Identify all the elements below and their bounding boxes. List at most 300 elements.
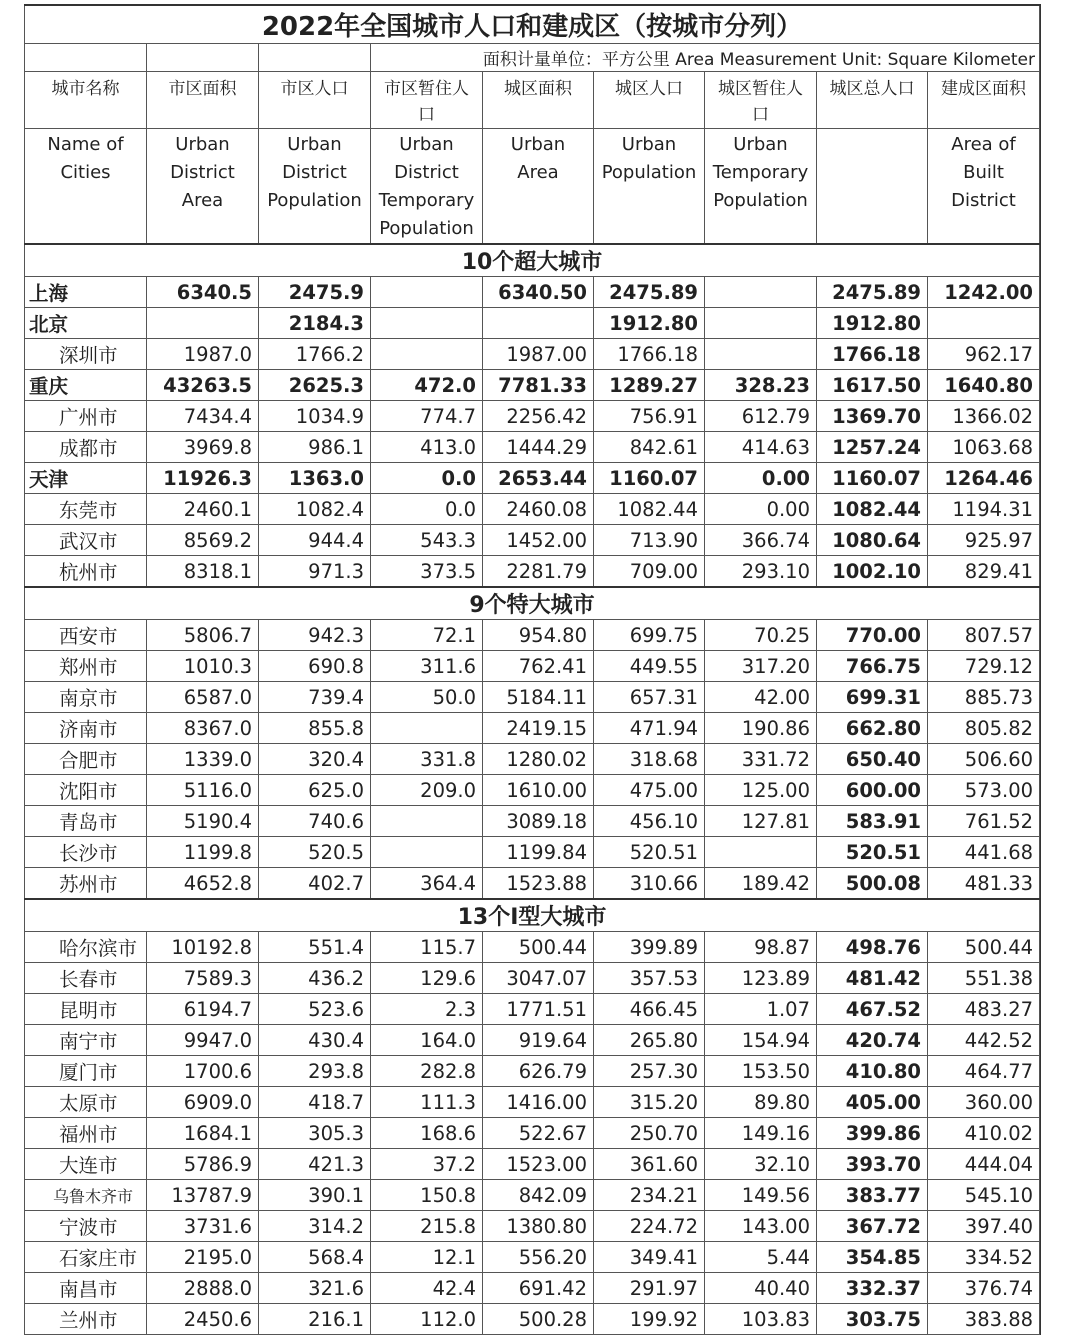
table-cell: 10192.8 — [147, 932, 259, 963]
table-cell: 2475.89 — [817, 277, 928, 308]
table-cell: 556.20 — [483, 1242, 594, 1273]
table-cell: 393.70 — [817, 1149, 928, 1180]
table-cell: 500.44 — [483, 932, 594, 963]
table-cell: 310.66 — [594, 868, 705, 900]
table-cell: 410.80 — [817, 1056, 928, 1087]
table-row — [25, 308, 1040, 339]
table-cell: 168.6 — [371, 1118, 483, 1149]
table-cell: 70.25 — [705, 620, 817, 651]
table-cell: 354.85 — [817, 1242, 928, 1273]
table-cell: 6194.7 — [147, 994, 259, 1025]
table-cell: 471.94 — [594, 713, 705, 744]
table-cell: 1640.80 — [928, 370, 1040, 401]
table-cell: 600.00 — [817, 775, 928, 806]
table-row — [25, 1304, 1040, 1335]
table-cell: 713.90 — [594, 525, 705, 556]
table-cell: 500.08 — [817, 868, 928, 900]
table-cell: 7781.33 — [483, 370, 594, 401]
table-cell: 612.79 — [705, 401, 817, 432]
table-cell: 1080.64 — [817, 525, 928, 556]
table-row — [25, 277, 1040, 308]
table-cell — [371, 806, 483, 837]
city-name: 青岛市 — [25, 806, 147, 837]
city-name: 宁波市 — [25, 1211, 147, 1242]
table-cell: 282.8 — [371, 1056, 483, 1087]
table-cell: 3047.07 — [483, 963, 594, 994]
table-cell: 123.89 — [705, 963, 817, 994]
table-cell: 215.8 — [371, 1211, 483, 1242]
table-cell: 127.81 — [705, 806, 817, 837]
table-cell: 709.00 — [594, 556, 705, 588]
table-cell — [705, 308, 817, 339]
table-cell: 481.33 — [928, 868, 1040, 900]
city-name: 南宁市 — [25, 1025, 147, 1056]
table-cell: 766.75 — [817, 651, 928, 682]
table-cell: 421.3 — [259, 1149, 371, 1180]
table-cell: 807.57 — [928, 620, 1040, 651]
city-name: 苏州市 — [25, 868, 147, 900]
column-header-en: Name of Cities — [25, 129, 147, 245]
header-row-english — [25, 129, 1040, 245]
table-cell: 3731.6 — [147, 1211, 259, 1242]
table-cell: 1194.31 — [928, 494, 1040, 525]
city-name: 广州市 — [25, 401, 147, 432]
table-cell: 13787.9 — [147, 1180, 259, 1211]
table-cell: 311.6 — [371, 651, 483, 682]
table-cell: 962.17 — [928, 339, 1040, 370]
table-cell: 1416.00 — [483, 1087, 594, 1118]
table-cell: 466.45 — [594, 994, 705, 1025]
table-cell: 1452.00 — [483, 525, 594, 556]
table-cell: 523.6 — [259, 994, 371, 1025]
table-cell: 1257.24 — [817, 432, 928, 463]
table-cell: 805.82 — [928, 713, 1040, 744]
table-cell: 32.10 — [705, 1149, 817, 1180]
city-name: 合肥市 — [25, 744, 147, 775]
table-cell: 1199.84 — [483, 837, 594, 868]
table-cell: 573.00 — [928, 775, 1040, 806]
city-name: 厦门市 — [25, 1056, 147, 1087]
table-cell: 1010.3 — [147, 651, 259, 682]
table-cell: 349.41 — [594, 1242, 705, 1273]
table-cell: 9947.0 — [147, 1025, 259, 1056]
table-cell: 103.83 — [705, 1304, 817, 1335]
city-name: 太原市 — [25, 1087, 147, 1118]
table-row — [25, 868, 1040, 900]
table-cell: 42.4 — [371, 1273, 483, 1304]
table-cell: 464.77 — [928, 1056, 1040, 1087]
table-row — [25, 1087, 1040, 1118]
table-cell: 234.21 — [594, 1180, 705, 1211]
table-row — [25, 713, 1040, 744]
table-cell: 12.1 — [371, 1242, 483, 1273]
table-cell: 0.0 — [371, 463, 483, 494]
column-header-zh: 城区人口 — [594, 72, 705, 129]
table-cell: 257.30 — [594, 1056, 705, 1087]
table-cell: 1912.80 — [817, 308, 928, 339]
table-cell: 942.3 — [259, 620, 371, 651]
table-cell: 1987.0 — [147, 339, 259, 370]
table-cell: 691.42 — [483, 1273, 594, 1304]
table-row — [25, 494, 1040, 525]
table-cell: 2475.89 — [594, 277, 705, 308]
table-cell: 413.0 — [371, 432, 483, 463]
column-header-en — [817, 129, 928, 245]
table-cell — [705, 837, 817, 868]
city-name: 天津 — [25, 463, 147, 494]
table-cell: 436.2 — [259, 963, 371, 994]
unit-note: 面积计量单位：平方公里 Area Measurement Unit: Square Kilometer — [371, 44, 1040, 72]
table-cell: 1610.00 — [483, 775, 594, 806]
table-row — [25, 682, 1040, 713]
table-cell: 334.52 — [928, 1242, 1040, 1273]
table-cell: 111.3 — [371, 1087, 483, 1118]
table-cell: 72.1 — [371, 620, 483, 651]
table-cell: 1684.1 — [147, 1118, 259, 1149]
table-cell: 626.79 — [483, 1056, 594, 1087]
city-name: 重庆 — [25, 370, 147, 401]
table-row — [25, 806, 1040, 837]
table-cell: 364.4 — [371, 868, 483, 900]
column-header-en: Urban District Population — [259, 129, 371, 245]
table-cell — [371, 837, 483, 868]
table-cell: 520.5 — [259, 837, 371, 868]
table-cell: 190.86 — [705, 713, 817, 744]
table-cell: 5184.11 — [483, 682, 594, 713]
table-cell: 1380.80 — [483, 1211, 594, 1242]
table-cell: 402.7 — [259, 868, 371, 900]
document-page — [24, 4, 1041, 1335]
table-cell: 467.52 — [817, 994, 928, 1025]
section-heading: 10个超大城市 — [25, 244, 1040, 277]
table-cell — [371, 339, 483, 370]
table-cell: 250.70 — [594, 1118, 705, 1149]
column-header-en: Urban Population — [594, 129, 705, 245]
table-cell: 6340.50 — [483, 277, 594, 308]
table-cell: 2184.3 — [259, 308, 371, 339]
table-cell: 650.40 — [817, 744, 928, 775]
table-row — [25, 370, 1040, 401]
table-cell: 498.76 — [817, 932, 928, 963]
table-cell — [705, 277, 817, 308]
table-cell: 1.07 — [705, 994, 817, 1025]
table-cell: 1082.4 — [259, 494, 371, 525]
table-cell: 500.44 — [928, 932, 1040, 963]
column-header-zh: 城区暂住人口 — [705, 72, 817, 129]
table-cell: 2653.44 — [483, 463, 594, 494]
table-cell: 1160.07 — [594, 463, 705, 494]
table-cell: 442.52 — [928, 1025, 1040, 1056]
table-cell: 320.4 — [259, 744, 371, 775]
table-cell: 2460.1 — [147, 494, 259, 525]
table-cell: 4652.8 — [147, 868, 259, 900]
table-cell: 3969.8 — [147, 432, 259, 463]
table-cell — [371, 277, 483, 308]
table-cell: 729.12 — [928, 651, 1040, 682]
table-cell: 2625.3 — [259, 370, 371, 401]
table-cell: 1766.18 — [594, 339, 705, 370]
table-cell — [483, 308, 594, 339]
table-cell: 1987.00 — [483, 339, 594, 370]
city-name: 武汉市 — [25, 525, 147, 556]
table-cell: 1264.46 — [928, 463, 1040, 494]
city-name: 西安市 — [25, 620, 147, 651]
table-cell: 318.68 — [594, 744, 705, 775]
table-cell: 0.00 — [705, 494, 817, 525]
table-row — [25, 1273, 1040, 1304]
table-cell: 774.7 — [371, 401, 483, 432]
table-cell: 1700.6 — [147, 1056, 259, 1087]
table-cell: 472.0 — [371, 370, 483, 401]
table-cell: 305.3 — [259, 1118, 371, 1149]
table-row — [25, 1025, 1040, 1056]
table-cell: 3089.18 — [483, 806, 594, 837]
table-cell: 1369.70 — [817, 401, 928, 432]
table-cell: 6587.0 — [147, 682, 259, 713]
table-cell: 399.89 — [594, 932, 705, 963]
table-cell — [705, 339, 817, 370]
table-cell: 399.86 — [817, 1118, 928, 1149]
table-cell: 366.74 — [705, 525, 817, 556]
column-header-en: Urban District Temporary Population — [371, 129, 483, 245]
table-cell: 500.28 — [483, 1304, 594, 1335]
table-cell: 291.97 — [594, 1273, 705, 1304]
table-cell: 149.16 — [705, 1118, 817, 1149]
table-cell: 199.92 — [594, 1304, 705, 1335]
table-cell: 360.00 — [928, 1087, 1040, 1118]
table-row — [25, 432, 1040, 463]
table-row — [25, 1242, 1040, 1273]
table-row — [25, 525, 1040, 556]
table-cell: 6340.5 — [147, 277, 259, 308]
table-row — [25, 1149, 1040, 1180]
city-name: 北京 — [25, 308, 147, 339]
column-header-zh: 城区总人口 — [817, 72, 928, 129]
city-population-table — [24, 4, 1040, 1335]
table-cell: 405.00 — [817, 1087, 928, 1118]
city-name: 济南市 — [25, 713, 147, 744]
table-cell: 520.51 — [817, 837, 928, 868]
column-header-en: Urban District Area — [147, 129, 259, 245]
column-header-en: Urban Temporary Population — [705, 129, 817, 245]
table-cell: 332.37 — [817, 1273, 928, 1304]
city-name: 福州市 — [25, 1118, 147, 1149]
table-cell: 331.8 — [371, 744, 483, 775]
table-cell: 5786.9 — [147, 1149, 259, 1180]
table-cell: 520.51 — [594, 837, 705, 868]
table-cell: 143.00 — [705, 1211, 817, 1242]
table-cell: 740.6 — [259, 806, 371, 837]
table-cell: 149.56 — [705, 1180, 817, 1211]
table-cell: 919.64 — [483, 1025, 594, 1056]
table-cell: 1289.27 — [594, 370, 705, 401]
table-cell: 153.50 — [705, 1056, 817, 1087]
city-name: 沈阳市 — [25, 775, 147, 806]
city-name: 长沙市 — [25, 837, 147, 868]
table-cell: 40.40 — [705, 1273, 817, 1304]
table-row — [25, 994, 1040, 1025]
table-cell: 5116.0 — [147, 775, 259, 806]
table-cell: 164.0 — [371, 1025, 483, 1056]
table-cell: 209.0 — [371, 775, 483, 806]
table-cell: 112.0 — [371, 1304, 483, 1335]
city-name: 昆明市 — [25, 994, 147, 1025]
table-cell: 1444.29 — [483, 432, 594, 463]
table-cell: 1912.80 — [594, 308, 705, 339]
table-cell: 583.91 — [817, 806, 928, 837]
table-row — [25, 1118, 1040, 1149]
table-cell: 1280.02 — [483, 744, 594, 775]
table-cell: 2460.08 — [483, 494, 594, 525]
table-cell: 2.3 — [371, 994, 483, 1025]
table-cell: 842.09 — [483, 1180, 594, 1211]
table-cell: 2450.6 — [147, 1304, 259, 1335]
table-cell: 376.74 — [928, 1273, 1040, 1304]
table-cell: 739.4 — [259, 682, 371, 713]
table-cell: 441.68 — [928, 837, 1040, 868]
city-name: 成都市 — [25, 432, 147, 463]
table-title: 2022年全国城市人口和建成区（按城市分列） — [25, 5, 1040, 44]
table-cell: 925.97 — [928, 525, 1040, 556]
table-cell: 5.44 — [705, 1242, 817, 1273]
table-cell: 5806.7 — [147, 620, 259, 651]
column-header-en: Area of Built District — [928, 129, 1040, 245]
table-cell: 2888.0 — [147, 1273, 259, 1304]
table-cell: 98.87 — [705, 932, 817, 963]
table-cell: 1523.88 — [483, 868, 594, 900]
table-cell: 481.42 — [817, 963, 928, 994]
table-row — [25, 775, 1040, 806]
column-header-zh: 市区暂住人 口 — [371, 72, 483, 129]
city-name: 杭州市 — [25, 556, 147, 588]
table-cell: 1617.50 — [817, 370, 928, 401]
table-cell: 483.27 — [928, 994, 1040, 1025]
table-cell: 762.41 — [483, 651, 594, 682]
city-name: 郑州市 — [25, 651, 147, 682]
table-cell: 418.7 — [259, 1087, 371, 1118]
table-cell: 699.31 — [817, 682, 928, 713]
table-cell: 2419.15 — [483, 713, 594, 744]
table-cell: 7434.4 — [147, 401, 259, 432]
table-cell: 2475.9 — [259, 277, 371, 308]
table-cell: 842.61 — [594, 432, 705, 463]
column-header-zh: 市区人口 — [259, 72, 371, 129]
table-cell: 367.72 — [817, 1211, 928, 1242]
table-cell: 6909.0 — [147, 1087, 259, 1118]
table-cell: 2195.0 — [147, 1242, 259, 1273]
table-row — [25, 744, 1040, 775]
table-cell: 657.31 — [594, 682, 705, 713]
city-name: 东莞市 — [25, 494, 147, 525]
table-row — [25, 556, 1040, 588]
table-cell: 373.5 — [371, 556, 483, 588]
table-row — [25, 1211, 1040, 1242]
column-header-zh: 城区面积 — [483, 72, 594, 129]
table-cell: 89.80 — [705, 1087, 817, 1118]
table-cell: 115.7 — [371, 932, 483, 963]
table-cell: 414.63 — [705, 432, 817, 463]
city-name: 长春市 — [25, 963, 147, 994]
table-row — [25, 837, 1040, 868]
table-cell: 1523.00 — [483, 1149, 594, 1180]
city-name: 兰州市 — [25, 1304, 147, 1335]
section-heading: 13个I型大城市 — [25, 899, 1040, 932]
table-row — [25, 463, 1040, 494]
city-name: 上海 — [25, 277, 147, 308]
table-cell: 328.23 — [705, 370, 817, 401]
column-header-en: Urban Area — [483, 129, 594, 245]
city-name: 大连市 — [25, 1149, 147, 1180]
table-cell: 506.60 — [928, 744, 1040, 775]
table-cell: 216.1 — [259, 1304, 371, 1335]
table-cell: 699.75 — [594, 620, 705, 651]
table-row — [25, 651, 1040, 682]
table-cell: 0.00 — [705, 463, 817, 494]
table-cell: 331.72 — [705, 744, 817, 775]
table-cell: 2256.42 — [483, 401, 594, 432]
table-cell: 224.72 — [594, 1211, 705, 1242]
section-heading: 9个特大城市 — [25, 587, 1040, 620]
table-cell: 317.20 — [705, 651, 817, 682]
table-cell: 321.6 — [259, 1273, 371, 1304]
table-cell: 42.00 — [705, 682, 817, 713]
table-cell: 1363.0 — [259, 463, 371, 494]
header-row-chinese — [25, 72, 1040, 129]
table-cell: 314.2 — [259, 1211, 371, 1242]
table-cell — [147, 308, 259, 339]
table-cell: 1366.02 — [928, 401, 1040, 432]
table-cell: 50.0 — [371, 682, 483, 713]
table-cell: 410.02 — [928, 1118, 1040, 1149]
table-cell: 189.42 — [705, 868, 817, 900]
table-cell: 357.53 — [594, 963, 705, 994]
table-cell: 8318.1 — [147, 556, 259, 588]
table-row — [25, 1180, 1040, 1211]
table-cell: 1771.51 — [483, 994, 594, 1025]
table-cell: 125.00 — [705, 775, 817, 806]
table-cell: 1160.07 — [817, 463, 928, 494]
table-cell: 293.10 — [705, 556, 817, 588]
city-name: 深圳市 — [25, 339, 147, 370]
table-cell: 444.04 — [928, 1149, 1040, 1180]
table-cell — [371, 308, 483, 339]
table-cell — [928, 308, 1040, 339]
table-cell: 420.74 — [817, 1025, 928, 1056]
table-cell: 383.88 — [928, 1304, 1040, 1335]
table-cell: 265.80 — [594, 1025, 705, 1056]
table-cell: 8367.0 — [147, 713, 259, 744]
table-cell: 475.00 — [594, 775, 705, 806]
city-name: 南京市 — [25, 682, 147, 713]
column-header-zh: 城市名称 — [25, 72, 147, 129]
table-cell: 770.00 — [817, 620, 928, 651]
table-cell: 315.20 — [594, 1087, 705, 1118]
table-cell: 543.3 — [371, 525, 483, 556]
table-cell: 449.55 — [594, 651, 705, 682]
table-cell: 756.91 — [594, 401, 705, 432]
table-cell: 1082.44 — [594, 494, 705, 525]
table-cell: 551.4 — [259, 932, 371, 963]
table-cell: 662.80 — [817, 713, 928, 744]
table-cell: 293.8 — [259, 1056, 371, 1087]
table-cell: 551.38 — [928, 963, 1040, 994]
table-cell: 390.1 — [259, 1180, 371, 1211]
table-cell: 456.10 — [594, 806, 705, 837]
table-cell: 522.67 — [483, 1118, 594, 1149]
table-row — [25, 963, 1040, 994]
table-cell: 150.8 — [371, 1180, 483, 1211]
table-cell: 5190.4 — [147, 806, 259, 837]
